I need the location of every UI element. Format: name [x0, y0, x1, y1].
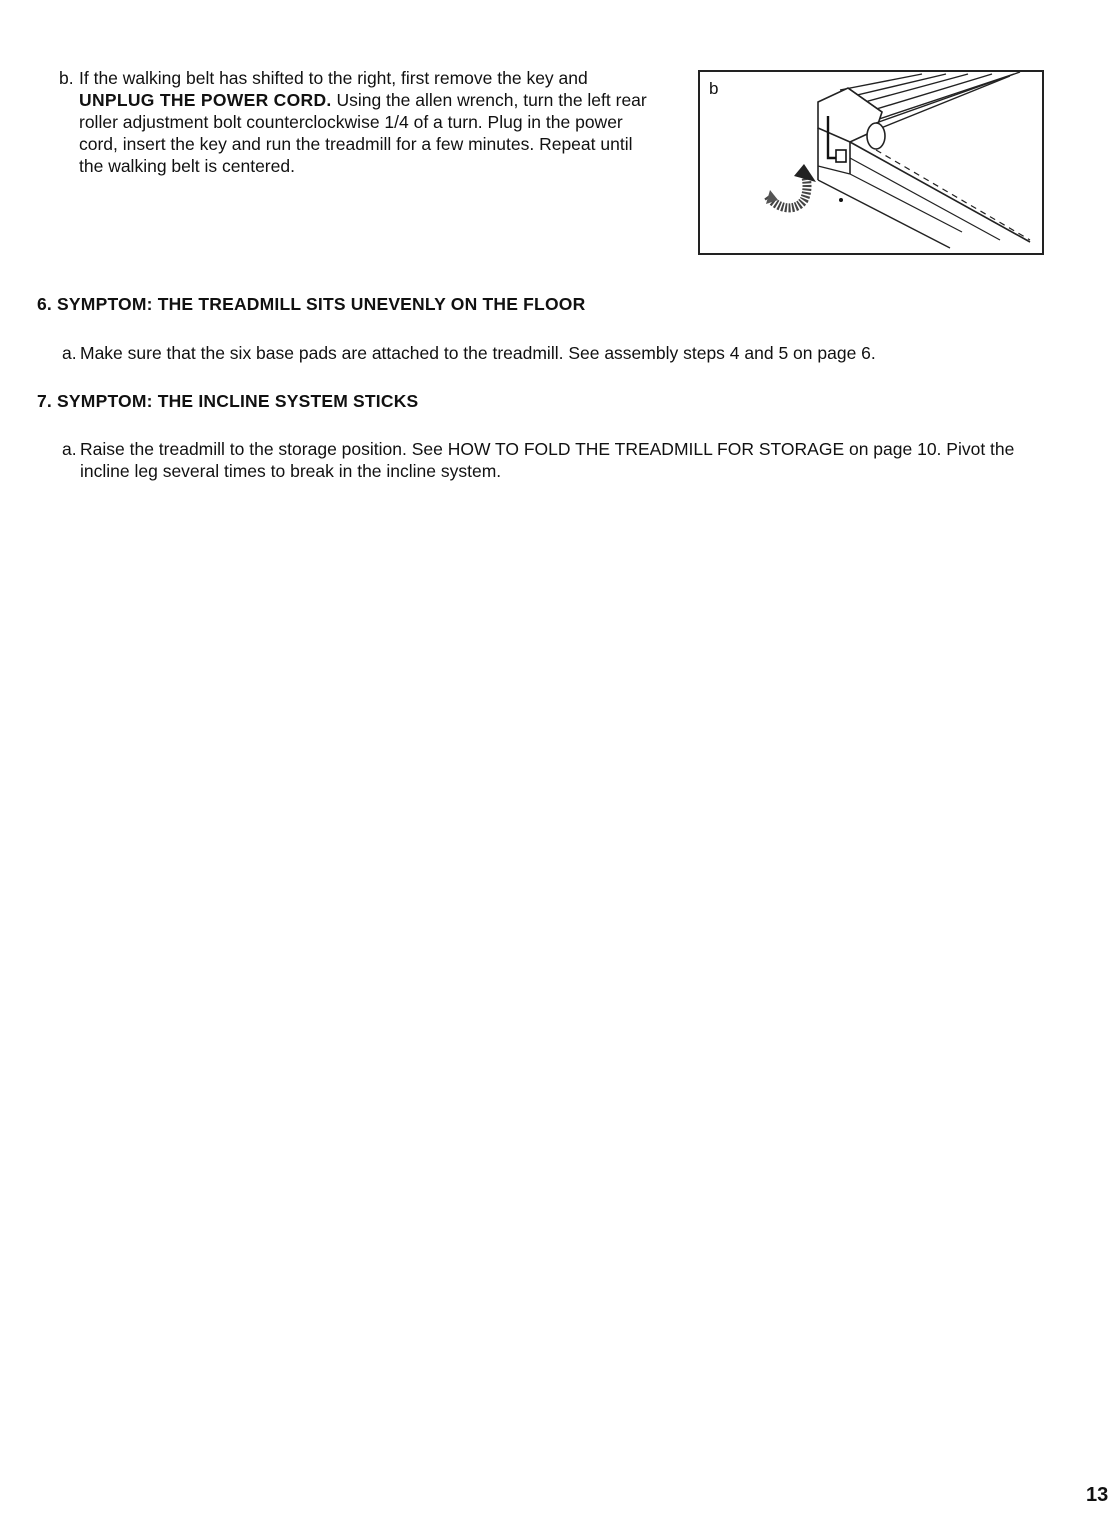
section-7-heading: 7. SYMPTOM: THE INCLINE SYSTEM STICKS	[37, 391, 419, 411]
section-7-item-a-marker: a.	[62, 439, 77, 459]
section-7-item-a-text: Raise the treadmill to the storage position. See HOW TO FOLD THE TREADMILL FOR STORAGE on page 10. Pivot the incline leg several times to break in the incline system.	[80, 439, 1015, 481]
section-7-item-a	[62, 438, 1052, 482]
step-b-paragraph	[59, 67, 659, 177]
step-b-text	[79, 67, 659, 177]
page-number: 13	[1086, 1484, 1109, 1506]
step-b-marker: b.	[59, 68, 74, 88]
section-6-heading: 6. SYMPTOM: THE TREADMILL SITS UNEVENLY ON THE FLOOR	[37, 294, 586, 314]
unplug-warning: UNPLUG THE POWER CORD.	[79, 90, 332, 110]
section-6-item-a-marker: a.	[62, 343, 77, 363]
section-6-item-a	[62, 342, 1052, 364]
figure-label: b	[709, 79, 719, 98]
figure-b	[698, 70, 1044, 255]
step-b-text-part-1: If the walking belt has shifted to the right, first remove the key and	[79, 68, 588, 88]
step-b-text-part-2: Using the allen wrench, turn the left rear roller adjustment bolt counterclockwise 1/4 of a turn. Plug in the power cord, insert the key and run the treadmill for a few minutes. Repeat until the walking belt is centered.	[79, 90, 647, 176]
counterclockwise-arrow-icon	[700, 72, 1044, 255]
section-6-item-a-text: Make sure that the six base pads are attached to the treadmill. See assembly steps 4 and 5 on page 6.	[80, 343, 876, 363]
